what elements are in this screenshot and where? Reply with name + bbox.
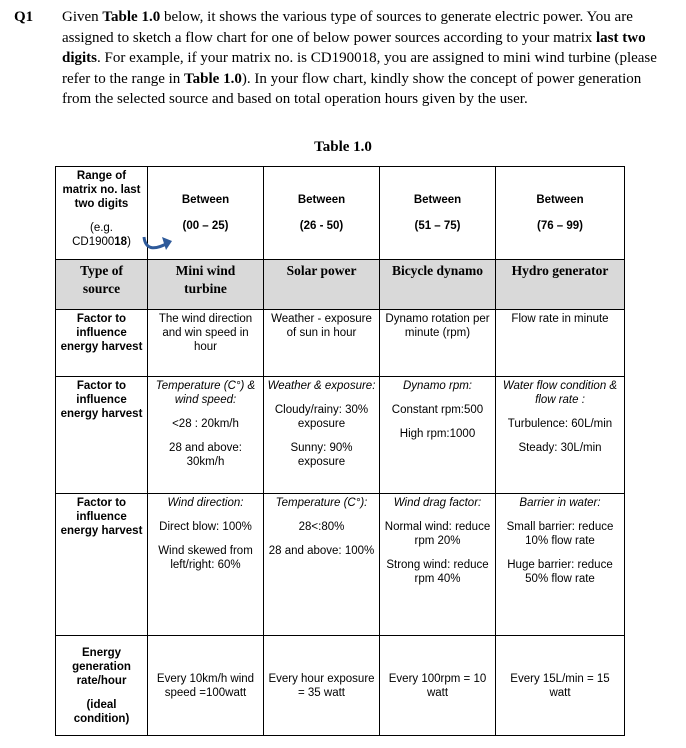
type-cell-solar: Solar power — [264, 260, 380, 310]
question-text: Given Table 1.0 below, it shows the various type of sources to generate electric power. You are assigned to sketch a flow chart for one of below power sources according to your matrix last two digits. For example, if your matrix no. is CD190018, you are assigned to mini wind turbine (please refer to the range in Table 1.0). In your flow chart, kindly show the concept of power generation from the selected source and based on total operation hours given by the user. — [62, 9, 657, 107]
factor3-hydro: Barrier in water: Small barrier: reduce 10% flow rate Huge barrier: reduce 50% flow rate — [496, 494, 625, 636]
type-label-cell: Type of source — [56, 260, 148, 310]
factor2-wind: Temperature (C°) & wind speed: <28 : 20km/h 28 and above: 30km/h — [148, 377, 264, 494]
factor2-dynamo: Dynamo rpm: Constant rpm:500 High rpm:1000 — [380, 377, 496, 494]
type-cell-wind: Mini wind turbine — [148, 260, 264, 310]
question-number: Q1 — [14, 9, 34, 25]
range-cell-1: Between (00 – 25) — [148, 167, 264, 260]
factor3-solar: Temperature (C°): 28<:80% 28 and above: 100% — [264, 494, 380, 636]
example-label: (e.g. CD190018) — [72, 222, 131, 248]
table-title: Table 1.0 — [314, 139, 372, 155]
type-cell-dynamo: Bicycle dynamo — [380, 260, 496, 310]
factor-label-3: Factor to influence energy harvest — [56, 494, 148, 636]
energy-dynamo: Every 100rpm = 10 watt — [380, 636, 496, 736]
factor-row-3 — [56, 494, 625, 636]
curved-arrow-icon — [138, 233, 178, 259]
factor2-solar: Weather & exposure: Cloudy/rainy: 30% exposure Sunny: 90% exposure — [264, 377, 380, 494]
factor1-dynamo: Dynamo rotation per minute (rpm) — [380, 310, 496, 377]
factor-label-1: Factor to influence energy harvest — [56, 310, 148, 377]
factor-row-2 — [56, 377, 625, 494]
range-cell-2: Between (26 - 50) — [264, 167, 380, 260]
factor-row-1 — [56, 310, 625, 377]
factor3-dynamo: Wind drag factor: Normal wind: reduce rpm 20% Strong wind: reduce rpm 40% — [380, 494, 496, 636]
type-cell-hydro: Hydro generator — [496, 260, 625, 310]
factor1-solar: Weather - exposure of sun in hour — [264, 310, 380, 377]
factor2-hydro: Water flow condition & flow rate : Turbulence: 60L/min Steady: 30L/min — [496, 377, 625, 494]
factor1-hydro: Flow rate in minute — [496, 310, 625, 377]
energy-solar: Every hour exposure = 35 watt — [264, 636, 380, 736]
range-cell-3: Between (51 – 75) — [380, 167, 496, 260]
energy-hydro: Every 15L/min = 15 watt — [496, 636, 625, 736]
factor1-wind: The wind direction and win speed in hour — [148, 310, 264, 377]
type-row — [56, 260, 625, 310]
energy-wind: Every 10km/h wind speed =100watt — [148, 636, 264, 736]
range-cell-4: Between (76 – 99) — [496, 167, 625, 260]
factor-label-2: Factor to influence energy harvest — [56, 377, 148, 494]
factor3-wind: Wind direction: Direct blow: 100% Wind skewed from left/right: 60% — [148, 494, 264, 636]
energy-row — [56, 636, 625, 736]
range-label-cell: Range of matrix no. last two digits (e.g. CD190018) — [56, 167, 148, 260]
energy-label: Energy generation rate/hour (ideal condition) — [56, 636, 148, 736]
